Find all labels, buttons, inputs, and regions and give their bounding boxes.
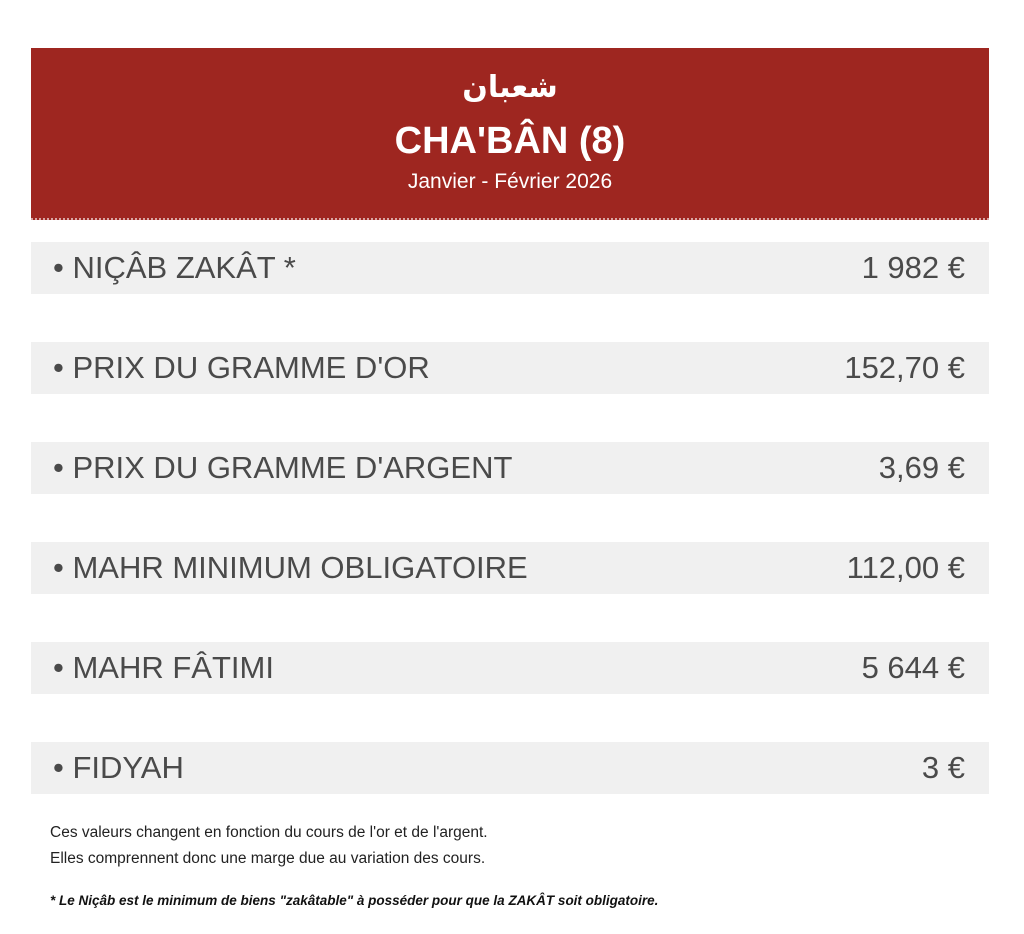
- row-label: • FIDYAH: [53, 750, 184, 785]
- note-line-1: Ces valeurs changent en fonction du cours de l'or et de l'argent.: [50, 824, 488, 841]
- month-header: [31, 48, 989, 220]
- row-label: • PRIX DU GRAMME D'ARGENT: [53, 450, 513, 485]
- row-value: 3,69 €: [878, 450, 965, 485]
- row-label: • PRIX DU GRAMME D'OR: [53, 350, 430, 385]
- row-value: 5 644 €: [861, 650, 965, 685]
- month-date-range: Janvier - Février 2026: [407, 170, 613, 193]
- list-item-mahr-minimum: [31, 542, 989, 594]
- list-item-silver-price: [31, 442, 989, 494]
- list-item-fidyah: [31, 742, 989, 794]
- row-label: • NIÇÂB ZAKÂT *: [53, 250, 296, 285]
- row-value: 112,00 €: [846, 550, 965, 585]
- values-list: [31, 242, 989, 842]
- row-label: • MAHR FÂTIMI: [53, 650, 274, 685]
- row-value: 1 982 €: [861, 250, 965, 285]
- month-title: CHA'BÂN (8): [394, 120, 626, 162]
- row-label: • MAHR MINIMUM OBLIGATOIRE: [53, 550, 528, 585]
- list-item-nicab-zakat: [31, 242, 989, 294]
- notes: [50, 820, 970, 872]
- row-value: 3 €: [921, 750, 965, 785]
- list-item-gold-price: [31, 342, 989, 394]
- arabic-month-name: شعبان: [462, 70, 558, 105]
- list-item-mahr-fatimi: [31, 642, 989, 694]
- note-line-2: Elles comprennent donc une marge due au variation des cours.: [50, 850, 486, 867]
- row-value: 152,70 €: [844, 350, 965, 385]
- footnote: * Le Niçâb est le minimum de biens "zakâtable" à posséder pour que la ZAKÂT soit obligatoire.: [50, 893, 659, 908]
